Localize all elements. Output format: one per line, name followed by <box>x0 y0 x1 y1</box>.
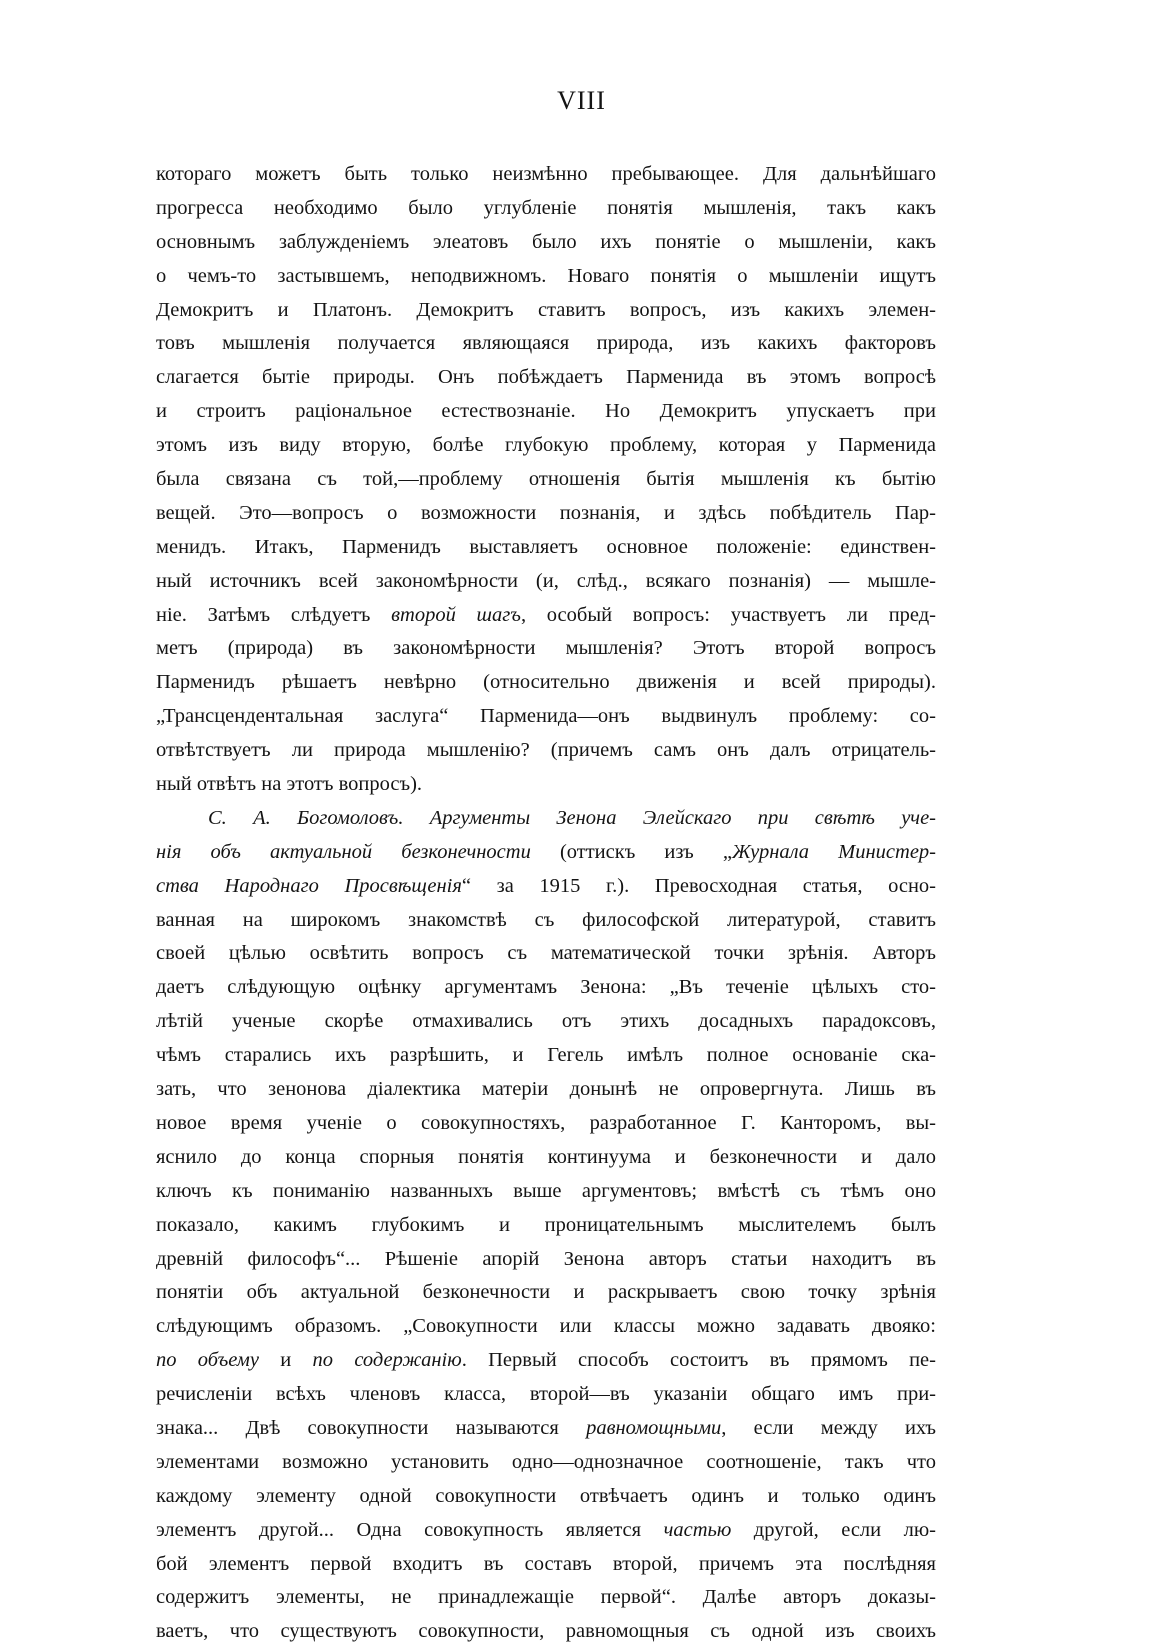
text-line: ключъ къ пониманію названныхъ выше аргументовъ; вмѣстѣ съ тѣмъ оно <box>156 1179 936 1202</box>
text-line: лѣтій ученые скорѣе отмахивались отъ этихъ досадныхъ парадоксовъ, <box>156 1010 936 1033</box>
text-run: (оттискъ изъ „ <box>530 840 732 863</box>
text-line: элементами возможно установить одно—однозначное соотношеніе, такъ что <box>156 1450 936 1473</box>
emphasis: равномощными <box>586 1416 722 1439</box>
emphasis: Журнала Министер- <box>731 840 936 863</box>
text-run: . Первый способъ состоитъ въ прямомъ пе- <box>461 1349 936 1372</box>
text-line: своей цѣлью освѣтить вопросъ съ математической точки зрѣнія. Авторъ <box>156 942 936 965</box>
paragraph-2 <box>156 802 936 1649</box>
text-line: вещей. Это—вопросъ о возможности познанія, и здѣсь побѣдитель Пар- <box>156 501 936 524</box>
text-line: чѣмъ старались ихъ разрѣшить, и Гегель имѣлъ полное основаніе ска- <box>156 1044 936 1067</box>
text-run: другой, если лю- <box>731 1518 936 1541</box>
text-line: и строитъ раціональное естествознаніе. Но Демокритъ упускаетъ при <box>156 400 936 423</box>
text-line: менидъ. Итакъ, Парменидъ выставляетъ основное положеніе: единствен- <box>156 535 936 558</box>
text-line: ваетъ, что существуютъ совокупности, равномощныя съ одной изъ своихъ <box>156 1620 936 1643</box>
text-line: прогресса необходимо было углубленіе понятія мышленія, такъ какъ <box>156 196 936 219</box>
paragraph-1 <box>156 158 936 802</box>
text-line: о чемъ-то застывшемъ, неподвижномъ. Новаго понятія о мышленіи ищутъ <box>156 264 936 287</box>
text-line: яснило до конца спорныя понятія континуума и безконечности и дало <box>156 1145 936 1168</box>
text-line: бой элементъ первой входитъ въ составъ второй, причемъ эта послѣдняя <box>156 1552 936 1575</box>
text-line: понятіи объ актуальной безконечности и раскрываетъ свою точку зрѣнія <box>156 1281 936 1304</box>
text-line: новое время ученіе о совокупностяхъ, разработанное Г. Канторомъ, вы- <box>156 1111 936 1134</box>
text-line: показало, какимъ глубокимъ и проницательнымъ мыслителемъ былъ <box>156 1213 936 1236</box>
text-line: даетъ слѣдующую оцѣнку аргументамъ Зенона: „Въ теченіе цѣлыхъ сто- <box>156 976 936 999</box>
text-line: древній философъ“... Рѣшеніе апорій Зенона авторъ статьи находитъ въ <box>156 1247 936 1270</box>
text-run: знака... Двѣ совокупности называются <box>156 1416 587 1439</box>
text-run: , если между ихъ <box>721 1416 936 1439</box>
text-line: речисленіи всѣхъ членовъ класса, второй—въ указаніи общаго имъ при- <box>156 1383 936 1406</box>
text-line: „Трансцендентальная заслуга“ Парменида—онъ выдвинулъ проблему: со- <box>156 705 936 728</box>
text-line <box>156 1344 936 1378</box>
page-number: VIII <box>557 86 606 115</box>
emphasis: ства Народнаго Просвѣщенія <box>156 874 462 897</box>
emphasis: по объему <box>156 1349 259 1372</box>
text-run: элементъ другой... Одна совокупность является <box>156 1518 664 1541</box>
text-line: Демокритъ и Платонъ. Демокритъ ставитъ вопросъ, изъ какихъ элемен- <box>156 298 936 321</box>
text-run: и <box>258 1349 313 1372</box>
text-line: основнымъ заблужденіемъ элеатовъ было ихъ понятіе о мышленіи, какъ <box>156 230 936 253</box>
text-line <box>156 1412 936 1446</box>
text-line <box>156 599 936 633</box>
text-line: этомъ изъ виду вторую, болѣе глубокую проблему, которая у Парменида <box>156 434 936 457</box>
text-run: ніе. Затѣмъ слѣдуетъ <box>156 603 392 626</box>
text-line: отвѣтствуетъ ли природа мышленію? (причемъ самъ онъ далъ отрицатель- <box>156 739 936 762</box>
text-line: Парменидъ рѣшаетъ невѣрно (относительно движенія и всей природы). <box>156 671 936 694</box>
text-line: содержитъ элементы, не принадлежащіе первой“. Далѣе авторъ доказы- <box>156 1586 936 1609</box>
emphasis: нія объ актуальной безконечности <box>156 840 531 863</box>
text-line: зать, что зенонова діалектика матеріи донынѣ не опровергнута. Лишь въ <box>156 1078 936 1101</box>
text-line: ный отвѣтъ на этотъ вопросъ). <box>156 773 423 796</box>
emphasis: по содержанію <box>312 1349 462 1372</box>
text-run: “ за 1915 г.). Превосходная статья, осно- <box>461 874 936 897</box>
page-text <box>156 158 936 1649</box>
emphasis: частью <box>663 1518 732 1541</box>
text-line <box>156 836 936 870</box>
text-line: котораго можетъ быть только неизмѣнно пребывающее. Для дальнѣйшаго <box>156 163 936 185</box>
text-line: ванная на широкомъ знакомствѣ съ философской литературой, ставитъ <box>156 908 936 931</box>
text-line: метъ (природа) въ закономѣрности мышленія? Этотъ второй вопросъ <box>156 637 936 660</box>
emphasis: С. А. Богомоловъ. Аргументы Зенона Элейскаго при свѣтѣ уче- <box>208 806 936 829</box>
text-line: каждому элементу одной совокупности отвѣчаетъ одинъ и только одинъ <box>156 1484 936 1507</box>
text-line <box>156 870 936 904</box>
text-line: была связана съ той,—проблему отношенія бытія мышленія къ бытію <box>156 468 936 491</box>
emphasis: второй шагъ <box>391 603 521 626</box>
text-line <box>156 1514 936 1548</box>
text-line: слагается бытіе природы. Онъ побѣждаетъ Парменида въ этомъ вопросѣ <box>156 366 936 389</box>
text-line: товъ мышленія получается являющаяся природа, изъ какихъ факторовъ <box>156 332 936 355</box>
text-line: ный источникъ всей закономѣрности (и, слѣд., всякаго познанія) — мышле- <box>156 569 936 592</box>
text-line <box>156 802 936 836</box>
text-line: слѣдующимъ образомъ. „Совокупности или классы можно задавать двояко: <box>156 1315 936 1338</box>
text-run: , особый вопросъ: участвуетъ ли пред- <box>520 603 937 626</box>
